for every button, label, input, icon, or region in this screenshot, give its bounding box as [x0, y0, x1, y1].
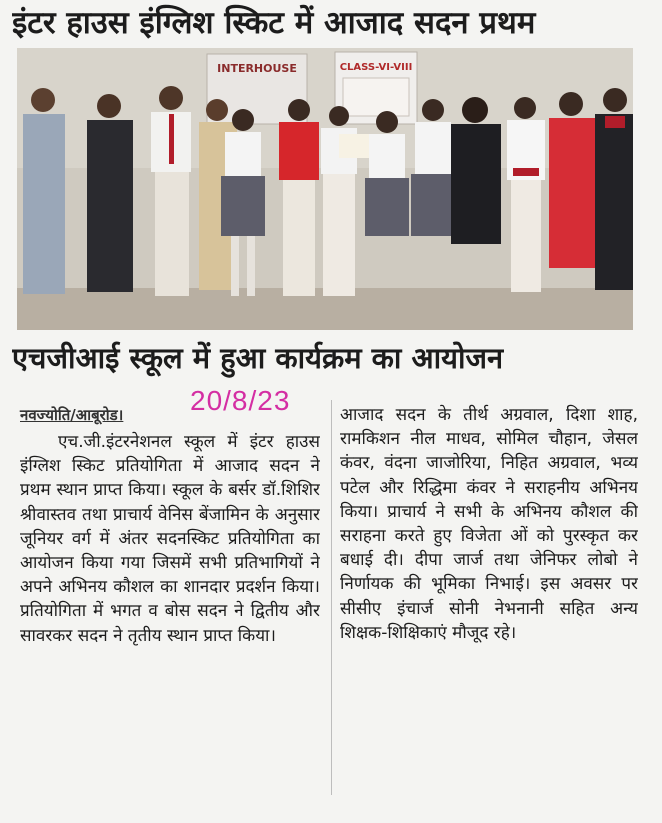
dateline: नवज्योति/आबूरोड।: [20, 406, 124, 424]
article-left-column: [20, 430, 320, 800]
photo-banner-text: INTERHOUSE: [217, 62, 297, 75]
photo-board-text: CLASS-VI-VIII: [339, 62, 413, 73]
column-divider: [331, 400, 332, 795]
group-photo-illustration: [17, 48, 633, 330]
date-stamp: 20/8/23: [190, 385, 291, 416]
article-right-text: आजाद सदन के तीर्थ अग्रवाल, दिशा शाह, रामकिशन नील माधव, सोमिल चौहान, जेसल कंवर, वंदना जाजोरिया, निहित अग्रवाल, भव्य पटेल और रिद्धिमा कंवर ने सराहनीय अभिनय किया। प्राचार्य ने सभी के अभिनय कौशल की सराहना करते हुए विजेता ओं को पुरस्कृत कर बधाई दी। दीपा जार्ज तथा जेनिफर लोबो ने निर्णायक की भूमिका निभाई। इस अवसर पर सीसीए इंचार्ज सोनी नेभनानी सहित अन्य शिक्षक-शिक्षिकाएं मौजूद रहे।: [340, 405, 638, 643]
subheadline: एचजीआई स्कूल में हुआ कार्यक्रम का आयोजन: [12, 341, 504, 375]
article-right-column: [340, 403, 638, 795]
group-photo: [17, 48, 633, 330]
headline: इंटर हाउस इंग्लिश स्किट में आजाद सदन प्रथम: [12, 5, 536, 41]
article-left-text: एच.जी.इंटरनेशनल स्कूल में इंटर हाउस इंग्लिश स्किट प्रतियोगिता में आजाद सदन ने प्रथम स्थान प्राप्त किया। स्कूल के बर्सर डॉ.शिशिर श्रीवास्तव तथा प्राचार्य वेनिस बेंजामिन के अनुसार जूनियर वर्ग में अंतर सदनस्किट प्रतियोगिता का आयोजन किया गया जिसमें सभी प्रतिभागियों ने अपने अभिनय कौशल का शानदार प्रदर्शन किया। प्रतियोगिता में भगत व बोस सदन ने द्वितीय और सावरकर सदन ने तृतीय स्थान प्राप्त किया।: [20, 432, 320, 646]
